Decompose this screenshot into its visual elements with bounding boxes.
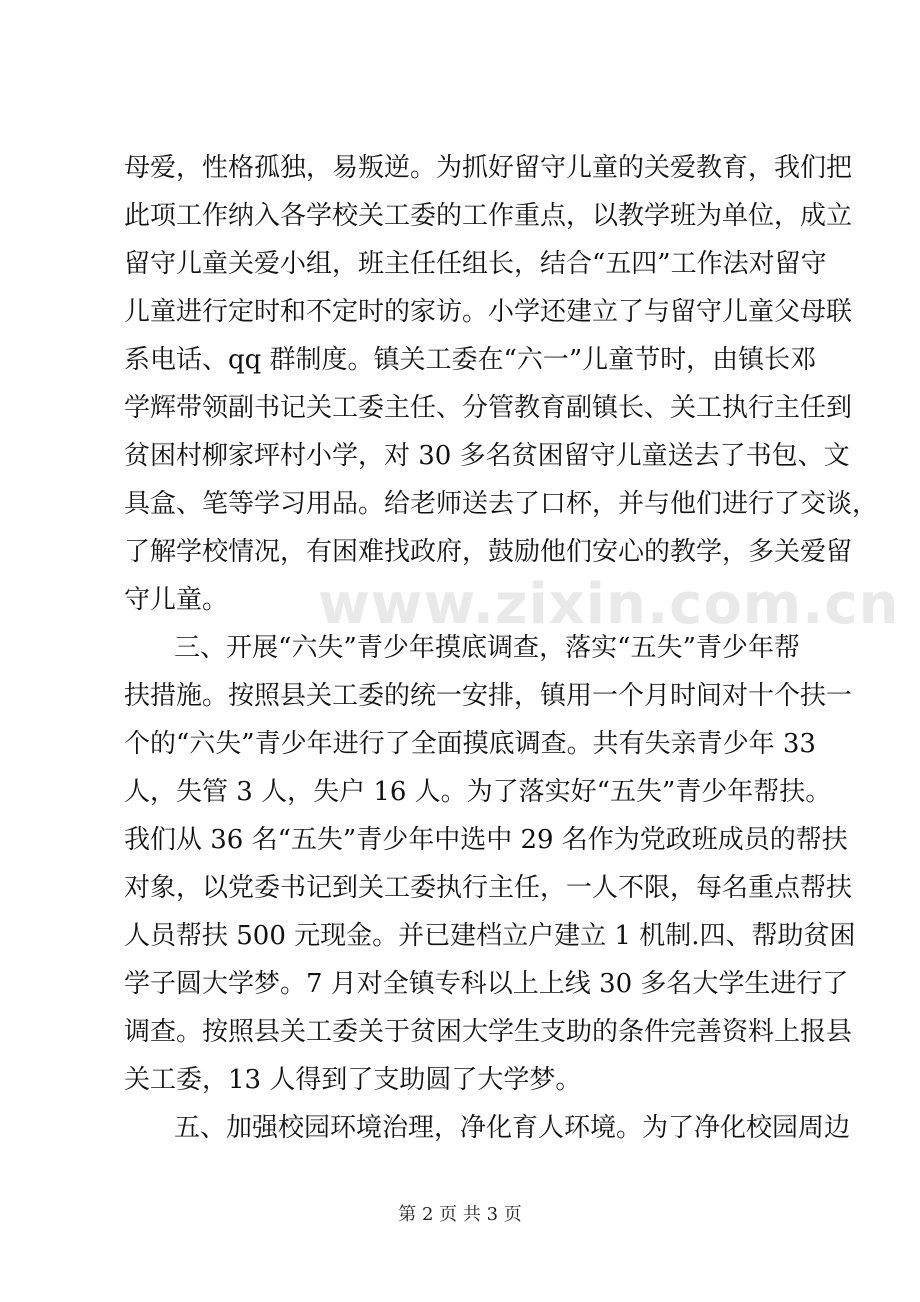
text-line: 我们从 36 名“五失”青少年中选中 29 名作为党政班成员的帮扶 (124, 825, 848, 855)
document-body (124, 144, 879, 1152)
text-line: 学辉带领副书记关工委主任、分管教育副镇长、关工执行主任到 (124, 393, 853, 423)
text-line: 此项工作纳入各学校关工委的工作重点，以教学班为单位，成立 (124, 201, 853, 231)
text-line: 对象，以党委书记到关工委执行主任，一人不限，每名重点帮扶 (124, 873, 853, 903)
text-line: 守儿童。 (124, 585, 229, 615)
text-line: 了解学校情况，有困难找政府，鼓励他们安心的教学，多关爱留 (124, 537, 853, 567)
watermark: www.zixin.com.cn (318, 572, 900, 637)
text-line: 个的“六失”青少年进行了全面摸底调查。共有失亲青少年 33 (124, 729, 816, 759)
text-line: 关工委，13 人得到了支助圆了大学梦。 (124, 1065, 582, 1095)
text-line: 学子圆大学梦。7 月对全镇专科以上上线 30 多名大学生进行了 (124, 969, 849, 999)
text-line: 贫困村柳家坪村小学，对 30 多名贫困留守儿童送去了书包、文 (124, 441, 850, 471)
paragraph-start-line: 三、开展“六失”青少年摸底调查，落实“五失”青少年帮 (174, 633, 800, 663)
text-line: 留守儿童关爱小组，班主任任组长，结合“五四”工作法对留守 (124, 249, 827, 279)
text-line: 儿童进行定时和不定时的家访。小学还建立了与留守儿童父母联 (124, 297, 853, 327)
text-line: 人员帮扶 500 元现金。并已建档立户建立 1 机制.四、帮助贫困 (124, 921, 856, 951)
text-line: 系电话、qq 群制度。镇关工委在“六一”儿童节时，由镇长邓 (124, 345, 817, 375)
text-line: 调查。按照县关工委关于贫困大学生支助的条件完善资料上报县 (124, 1017, 853, 1047)
text-line: 母爱，性格孤独，易叛逆。为抓好留守儿童的关爱教育，我们把 (124, 153, 853, 183)
text-line: 人，失管 3 人，失户 16 人。为了落实好“五失”青少年帮扶。 (124, 777, 832, 807)
page-footer: 第 2 页 共 3 页 (398, 1204, 522, 1225)
text-line: 扶措施。按照县关工委的统一安排，镇用一个月时间对十个扶一 (124, 681, 853, 711)
paragraph-start-line: 五、加强校园环境治理，净化育人环境。为了净化校园周边 (174, 1113, 851, 1143)
text-line: 具盒、笔等学习用品。给老师送去了口杯，并与他们进行了交谈， (124, 489, 879, 519)
